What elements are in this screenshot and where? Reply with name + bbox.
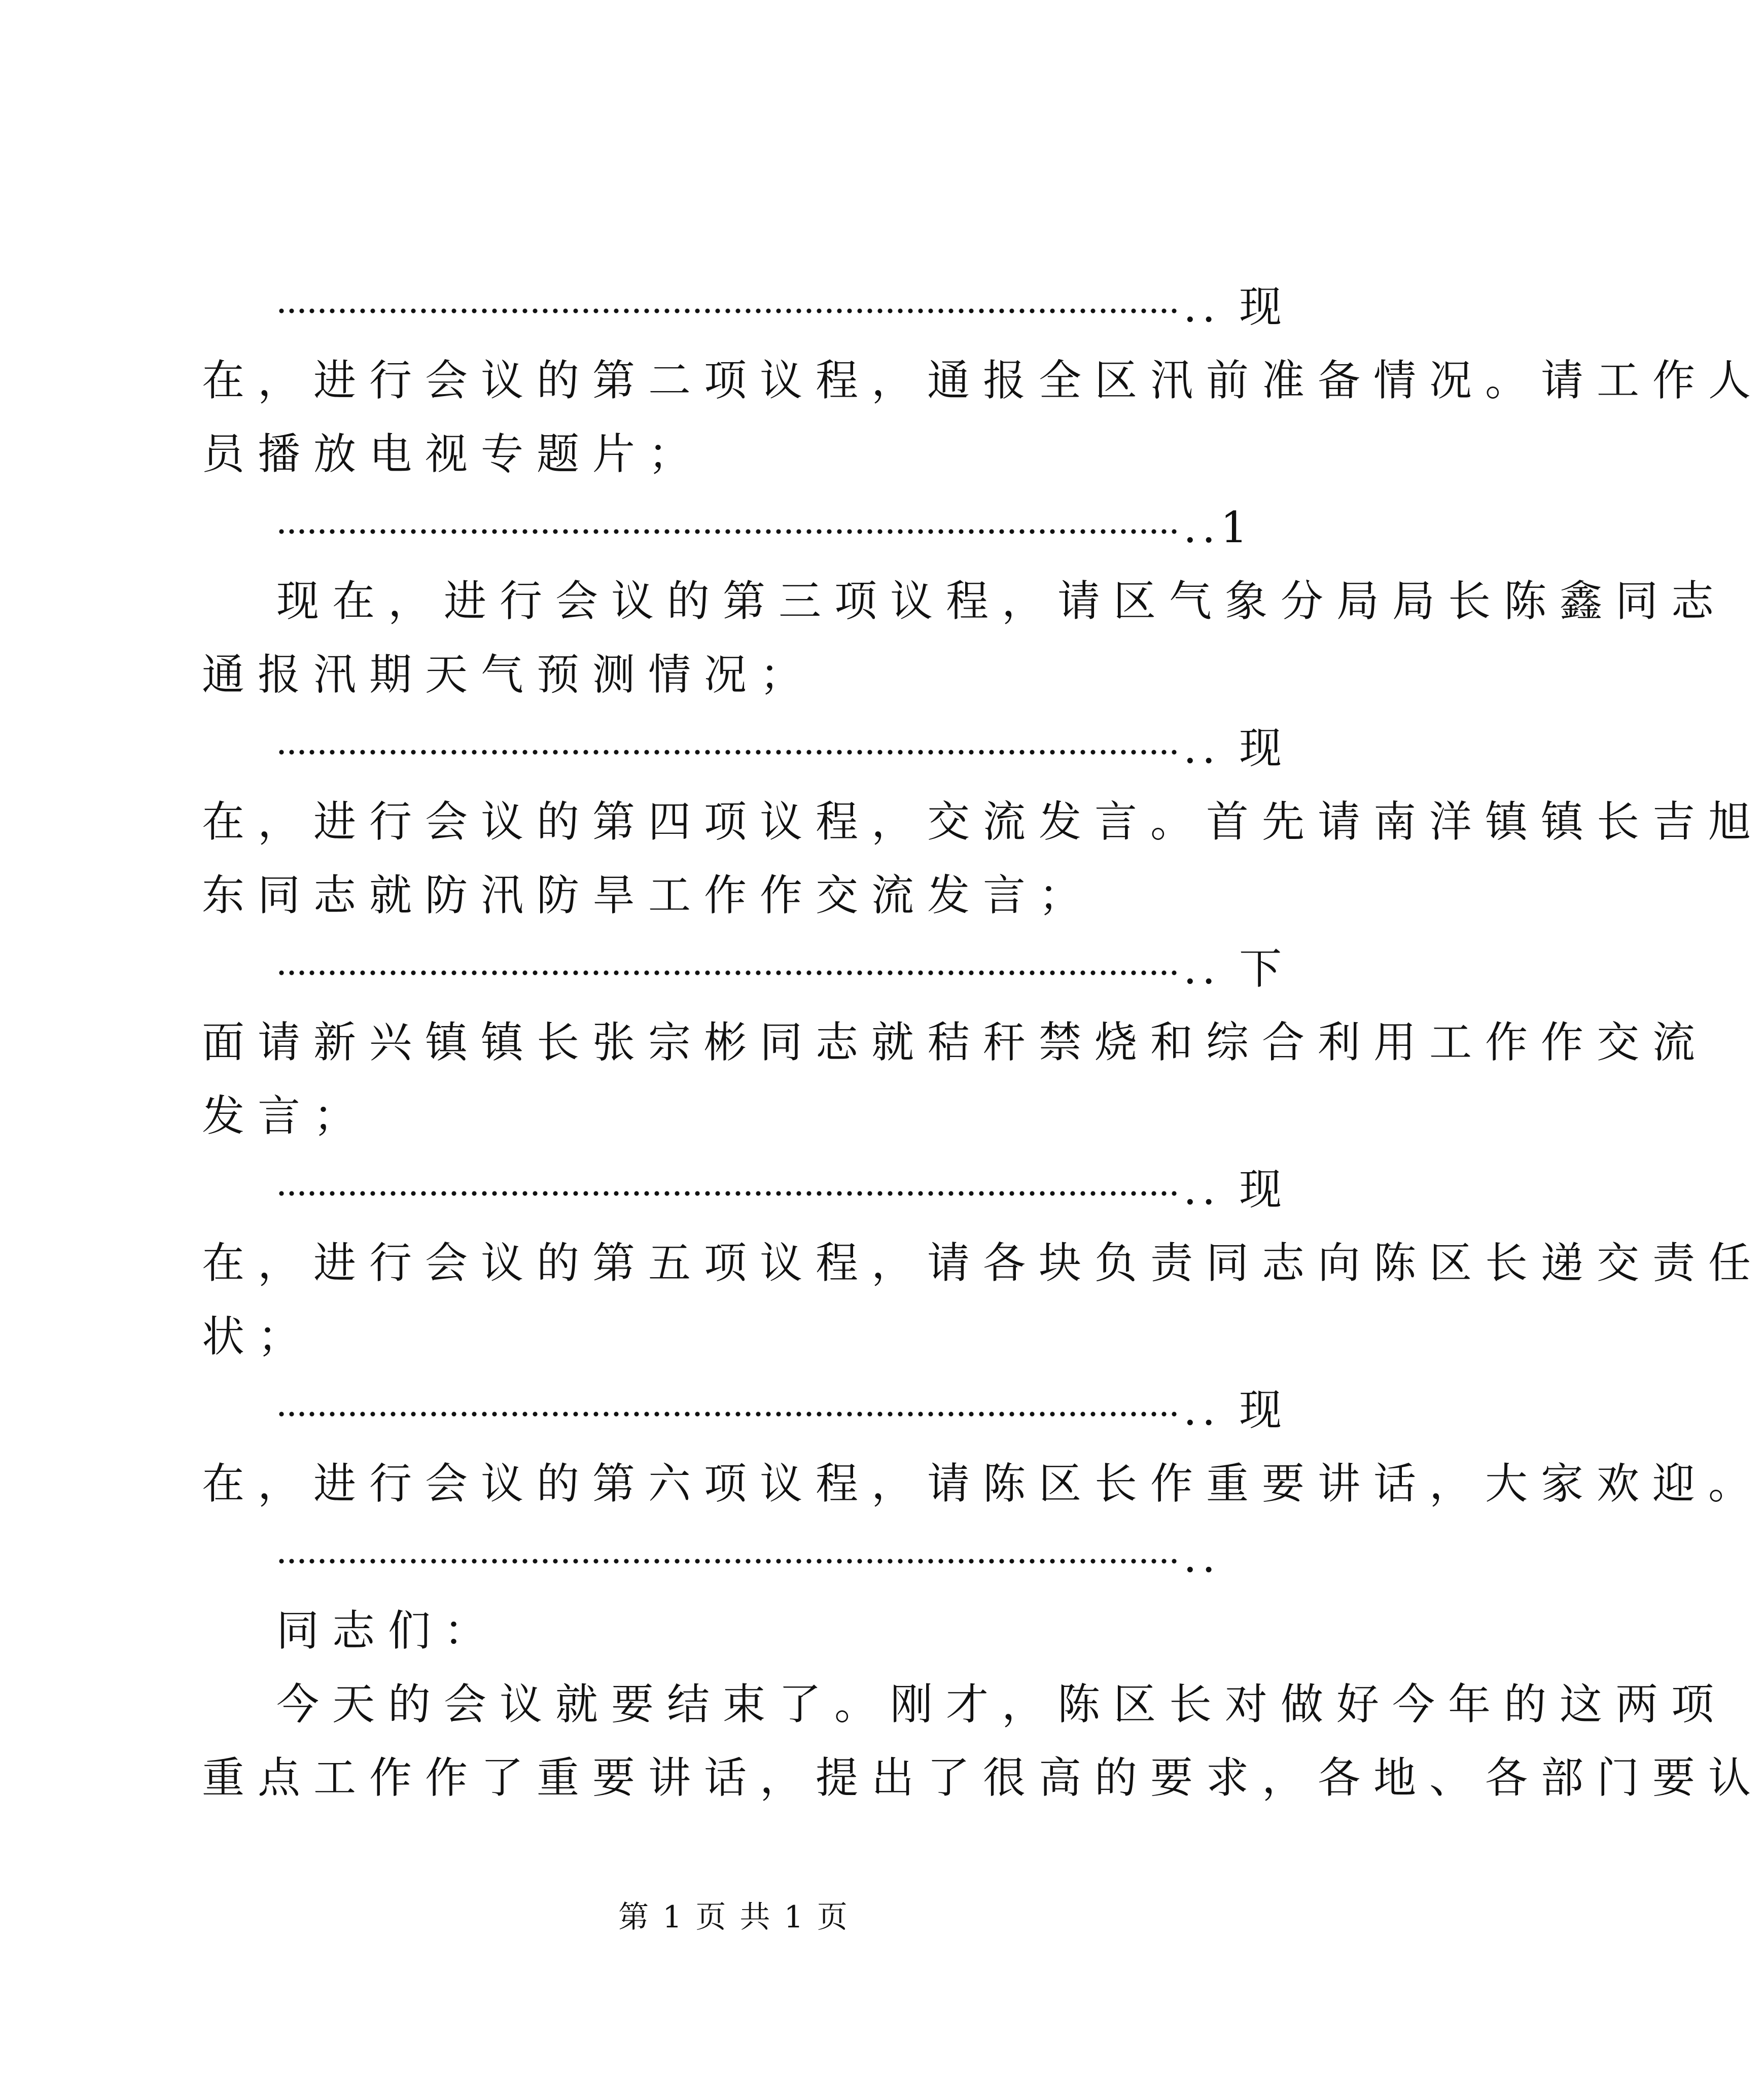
toc-leader-line [276,489,1292,566]
leader-tail: .. 现 [1183,723,1287,773]
toc-leader-line [276,710,1292,786]
body-line: 在，进行会议的第四项议程，交流发言。首先请南洋镇镇长吉旭 [202,797,1764,847]
body-line: 东同志就防汛防旱工作作交流发言； [202,870,1095,920]
leader-tail: .. 现 [1183,282,1287,332]
body-line: 面请新兴镇镇长张宗彬同志就秸秆禁烧和综合利用工作作交流 [202,1017,1709,1067]
dot-leader [276,970,1179,975]
body-line: 员播放电视专题片； [202,429,704,479]
body-line: 在，进行会议的第五项议程，请各块负责同志向陈区长递交责任 [202,1238,1764,1288]
leader-tail: .. 现 [1183,1165,1287,1214]
page-number-footer: 第 1 页 共 1 页 [618,1899,850,1935]
body-line: 重点工作作了重要讲话，提出了很高的要求，各地、各部门要认 [202,1753,1764,1803]
leader-tail: .. 下 [1183,944,1287,994]
body-line: 状； [202,1312,314,1361]
dot-leader [276,308,1179,313]
body-line: 发言； [202,1091,370,1141]
body-line: 通报汛期天气预测情况； [202,650,816,699]
toc-leader-line [276,269,1292,345]
body-line: 在，进行会议的第二项议程，通报全区汛前准备情况。请工作人 [202,356,1764,405]
body-line: 在，进行会议的第六项议程，请陈区长作重要讲话，大家欢迎。 [202,1459,1764,1508]
toc-leader-line [276,1151,1292,1227]
toc-leader-line [276,931,1292,1007]
dot-leader [276,1412,1179,1417]
leader-tail: .. 现 [1183,1385,1287,1435]
leader-tail: ..1 [1183,503,1253,552]
dot-leader [276,529,1179,534]
leader-tail: .. [1183,1532,1221,1582]
body-line-indented: 今天的会议就要结束了。刚才，陈区长对做好今年的这两项 [276,1679,1727,1729]
salutation: 同志们： [276,1606,500,1656]
dot-leader [276,750,1179,755]
dot-leader [276,1191,1179,1196]
body-line-indented: 现在，进行会议的第三项议程，请区气象分局局长陈鑫同志 [276,576,1727,626]
toc-leader-line [276,1372,1292,1448]
dot-leader [276,1559,1179,1564]
toc-leader-line [276,1519,1292,1595]
